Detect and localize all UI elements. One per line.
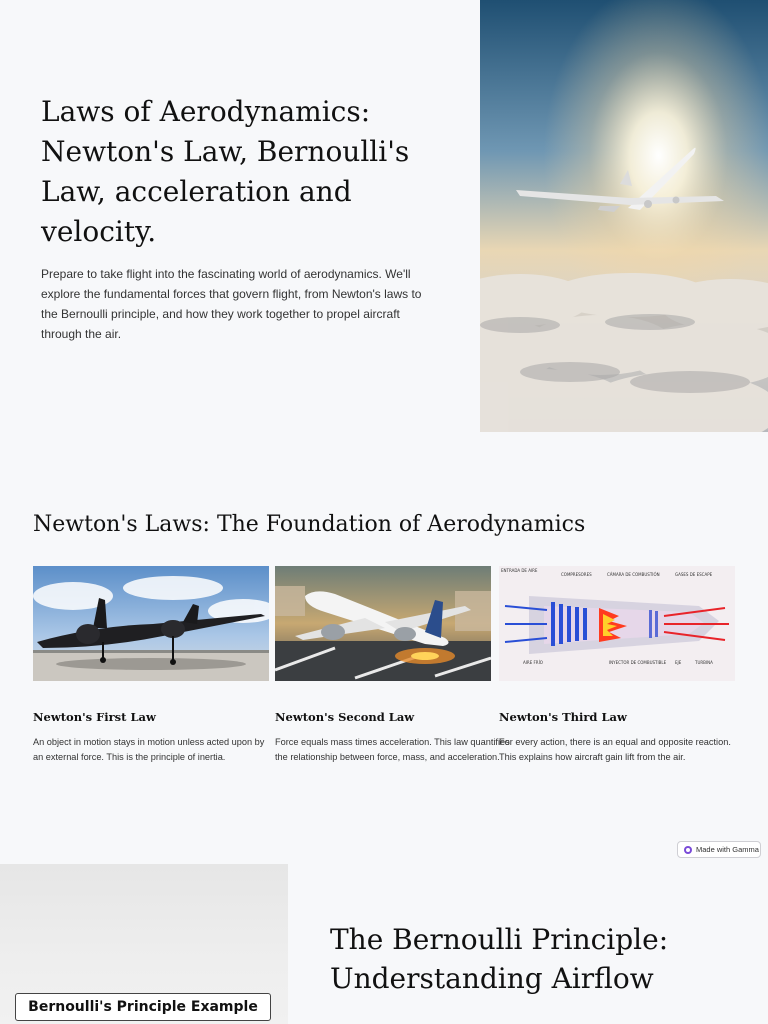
newton-second-law-card — [275, 566, 511, 765]
newton-first-law-card — [33, 566, 269, 765]
airliner-takeoff-image — [275, 566, 511, 681]
newton-second-law-title: Newton's Second Law — [275, 710, 415, 724]
airplane-above-clouds-image — [480, 0, 768, 432]
made-with-gamma-label: Made with Gamma — [696, 845, 759, 854]
bernoulli-example-label: Bernoulli's Principle Example — [15, 993, 271, 1021]
gamma-logo-icon — [684, 846, 692, 854]
diagram-label-eje: EJE — [675, 660, 682, 665]
newton-second-law-text: Force equals mass times acceleration. This law quantifies the relationship between force, mass, and acceleration. — [275, 737, 510, 762]
hero-title: Laws of Aerodynamics: Newton's Law, Bernoulli's Law, acceleration and velocity. — [41, 95, 410, 248]
jet-engine-diagram-image — [499, 566, 735, 681]
newton-third-law-title: Newton's Third Law — [499, 710, 627, 724]
bernoulli-title: The Bernoulli Principle: Understanding Airflow — [330, 923, 669, 995]
jet-aircraft-image — [33, 566, 269, 681]
newton-third-law-text: For every action, there is an equal and opposite reaction. This explains how aircraft gain lift from the air. — [499, 737, 731, 762]
diagram-label-turbina: TURBINA — [695, 660, 713, 665]
made-with-gamma-badge[interactable] — [677, 841, 761, 858]
hero-description: Prepare to take flight into the fascinating world of aerodynamics. We'll explore the fundamental forces that govern flight, from Newton's laws to the Bernoulli principle, and how they work together to propel aircraft through the air. — [41, 267, 422, 341]
diagram-label-compresores: COMPRESORES — [561, 572, 592, 577]
newton-first-law-title: Newton's First Law — [33, 710, 156, 724]
diagram-label-inyector: INYECTOR DE COMBUSTIBLE — [609, 660, 667, 665]
diagram-label-camara: CÁMARA DE COMBUSTIÓN — [607, 572, 660, 577]
diagram-label-aire-frio: AIRE FRÍO — [523, 660, 543, 665]
diagram-label-gases: GASES DE ESCAPE — [675, 572, 713, 577]
diagram-label-entrada: ENTRADA DE AIRE — [501, 568, 538, 573]
newton-first-law-text: An object in motion stays in motion unless acted upon by an external force. This is the principle of inertia. — [33, 737, 265, 762]
newtons-laws-title: Newton's Laws: The Foundation of Aerodynamics — [33, 512, 586, 537]
newton-third-law-card — [499, 566, 735, 765]
